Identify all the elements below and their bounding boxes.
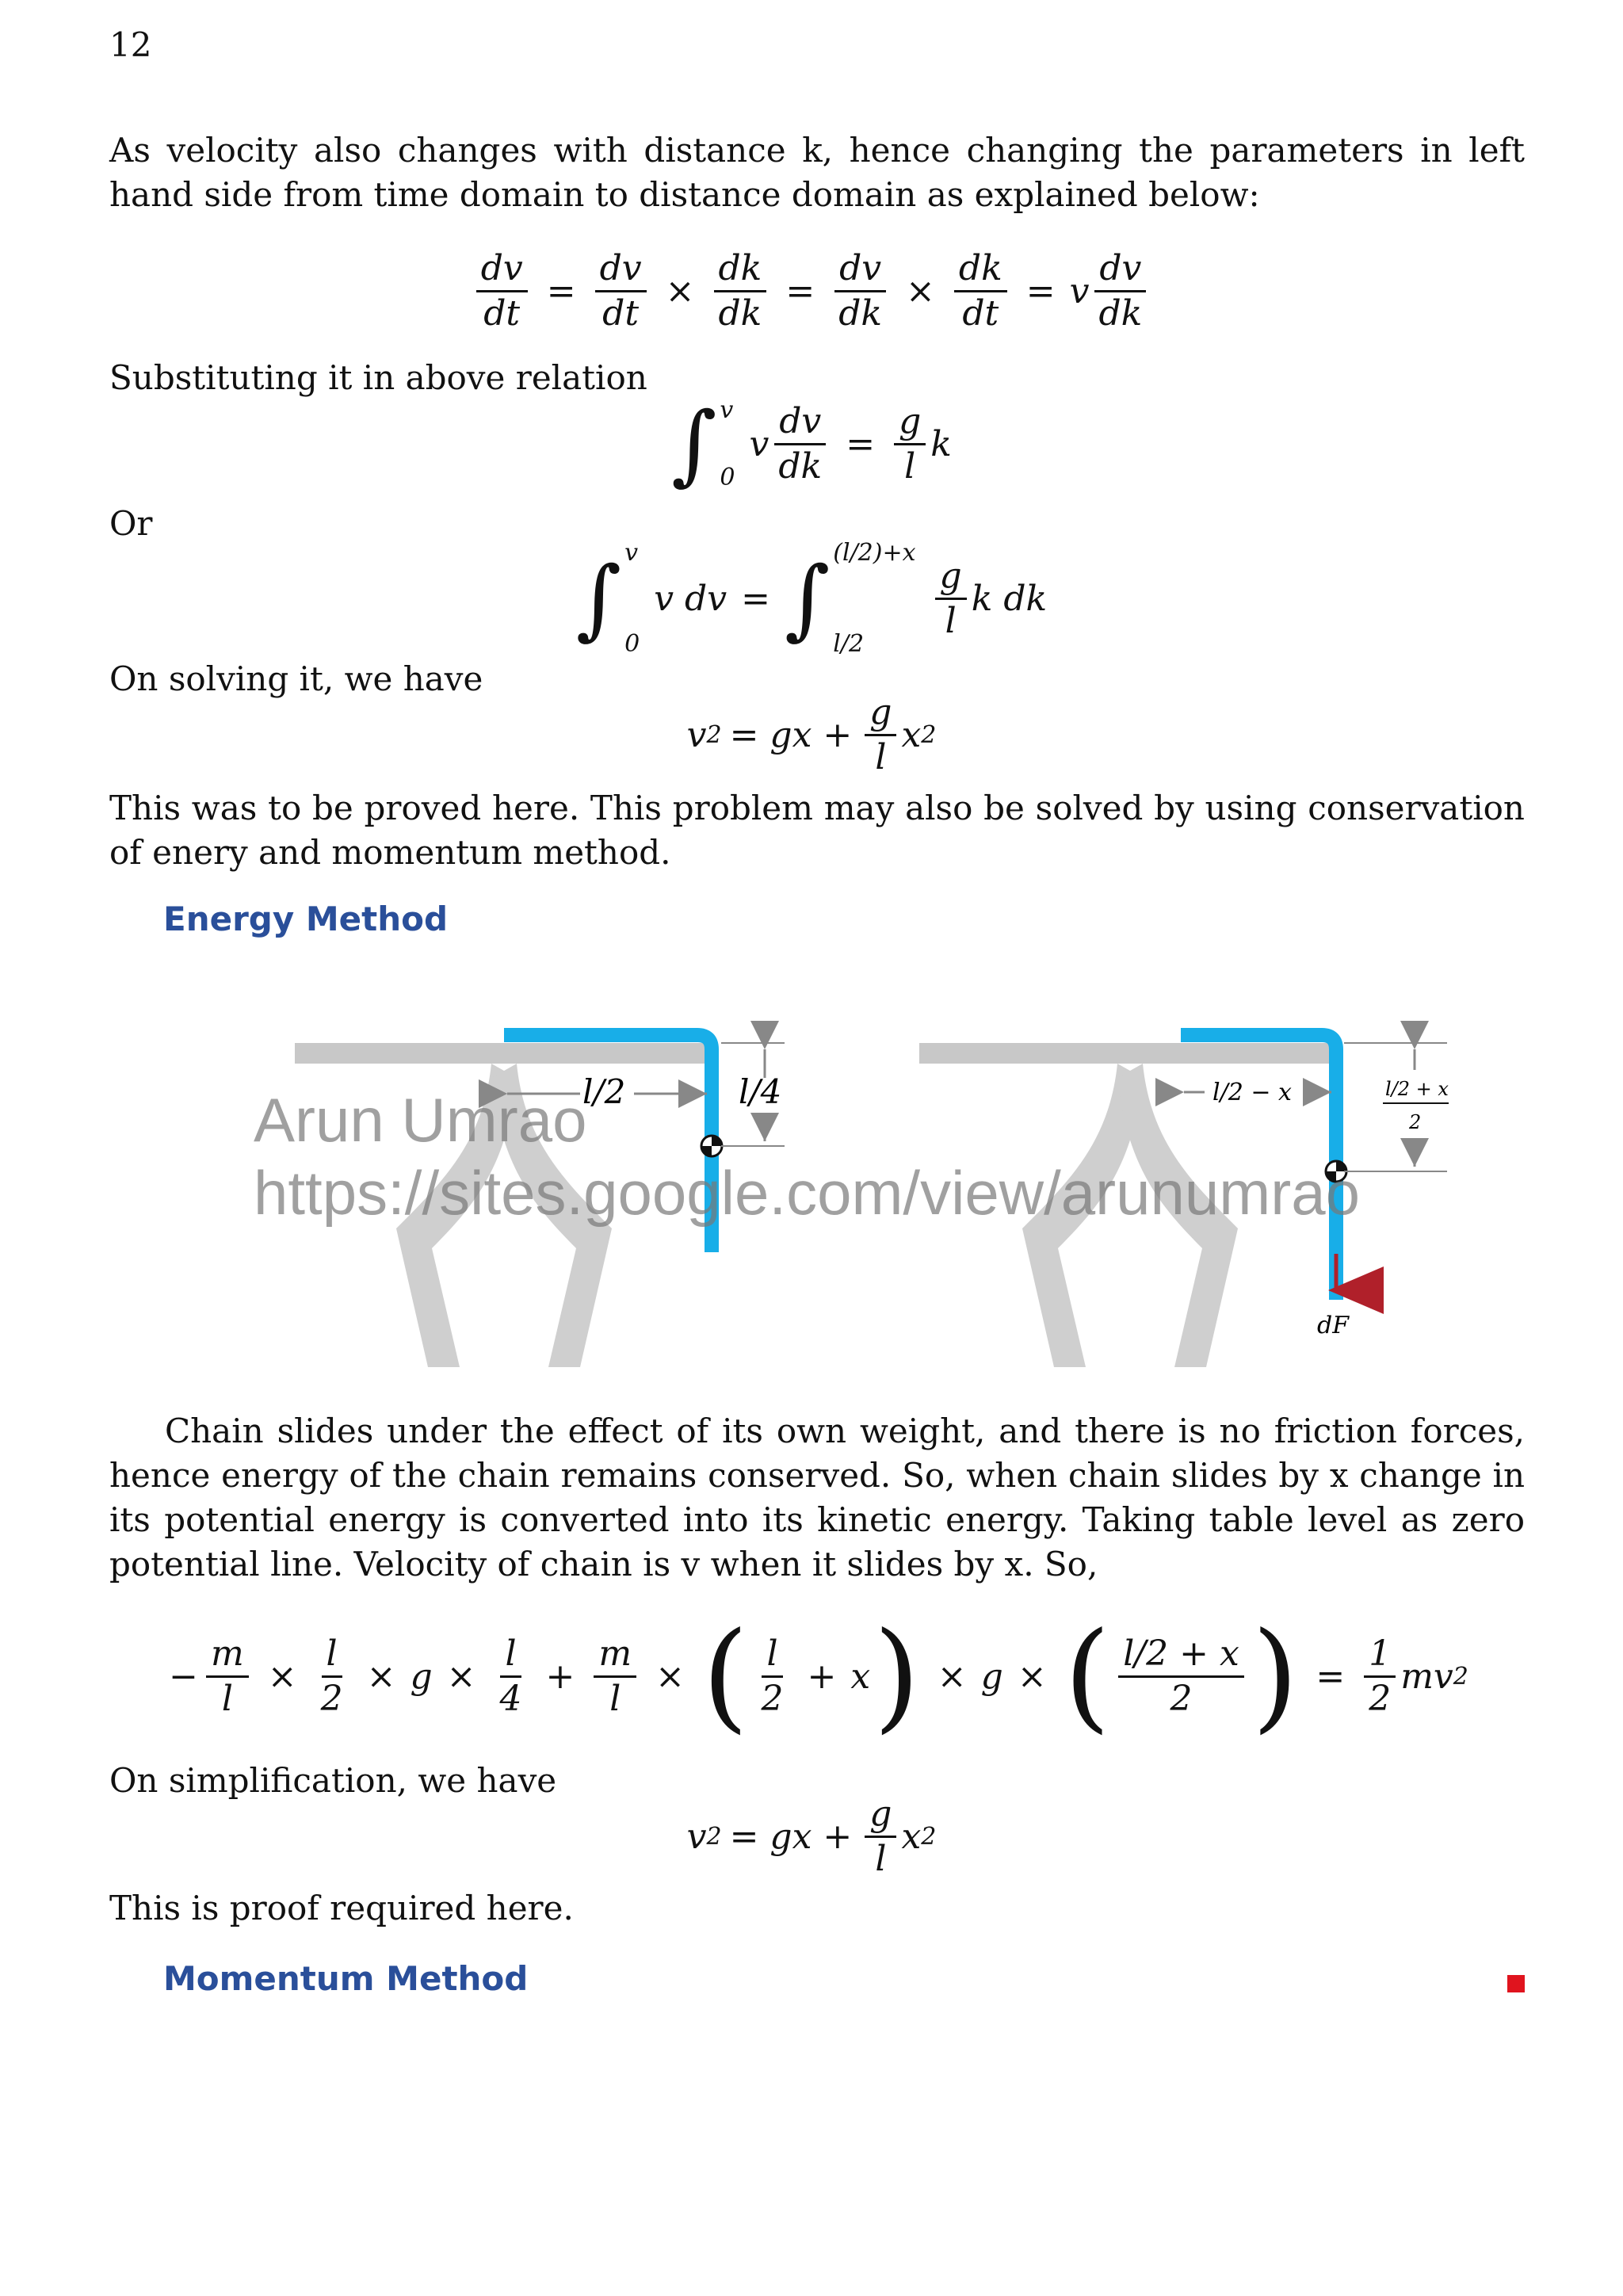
watermark-url: https://sites.google.com/view/arunumrao — [254, 1158, 1361, 1228]
paragraph-proved: This was to be proved here. This problem may also be solved by using conservation of enery and momentum method. — [109, 789, 1525, 872]
equation-integral-limits: ∫ v 0 v dv = ∫ (l/2)+x l/2 $\frac{g}{l}$ k dk — [575, 539, 1048, 658]
right-depth-denominator: 2 — [1409, 1111, 1422, 1133]
force-label: dF — [1317, 1312, 1350, 1339]
paragraph-proof: This is proof required here. — [109, 1889, 574, 1927]
left-length-label: l/2 — [582, 1072, 626, 1111]
equation-result-final: v 2 = gx + $\frac{g}{l}$ x 2 — [686, 1794, 937, 1879]
label-or: Or — [109, 504, 153, 543]
label-solving: On solving it, we have — [109, 659, 483, 698]
equation-energy-balance: − $\frac{m}{l}$ × $\frac{l}{2}$ × g × $\frac{l}{4}$ + $\frac{m}{l}$ × ( $\frac{l}{2}$ + x ) × g × ( $\frac{l/2 + x}{2}$ ) = $\frac{1}{2}$ mv 2 — [169, 1607, 1468, 1745]
heading-energy-method: Energy Method — [163, 900, 449, 938]
left-depth-label: l/4 — [739, 1072, 782, 1111]
end-of-proof-square-icon — [1507, 1975, 1525, 1992]
left-centre-of-mass-icon — [701, 1136, 722, 1156]
right-length-label: l/2 − x — [1212, 1079, 1292, 1106]
right-depth-numerator: l/2 + x — [1385, 1078, 1449, 1100]
page-number: 12 — [109, 25, 152, 64]
equation-integral-substituted: ∫ v 0 v $\frac{dv}{dk}$ = $\frac{g}{l}$ k — [671, 393, 952, 495]
paragraph-energy-conservation: Chain slides under the effect of its own weight, and there is no friction forces, hence energy of the chain remains conserved. So, when chain slides by x change in its potential energy is converted into its kinetic energy. Taking table level as zero potential line. Velocity of chain is v when it slides by x. So, — [109, 1412, 1525, 1584]
fraction: $\frac{dv}{dt}$ — [476, 247, 528, 335]
paragraph-intro: As velocity also changes with distance k, hence changing the parameters in left hand side from time domain to distance domain as explained below: — [109, 131, 1525, 214]
chain-diagram — [0, 967, 1623, 1379]
label-simplification: On simplification, we have — [109, 1761, 557, 1800]
heading-momentum-method: Momentum Method — [163, 1959, 529, 1998]
equation-result: v 2 = gx + $\frac{g}{l}$ x 2 — [686, 692, 937, 777]
equation-chain-rule: $\frac{dv}{dt}$ = $\frac{dv}{dt}$ × $\frac{dk}{dk}$ = $\frac{dv}{dk}$ × $\frac{dk}{dt}$ = v $\frac{dv}{dk}$ — [0, 247, 1623, 335]
integral-sign: ∫ — [671, 393, 717, 495]
watermark-name: Arun Umrao — [254, 1085, 587, 1155]
label-substituting: Substituting it in above relation — [109, 358, 647, 397]
